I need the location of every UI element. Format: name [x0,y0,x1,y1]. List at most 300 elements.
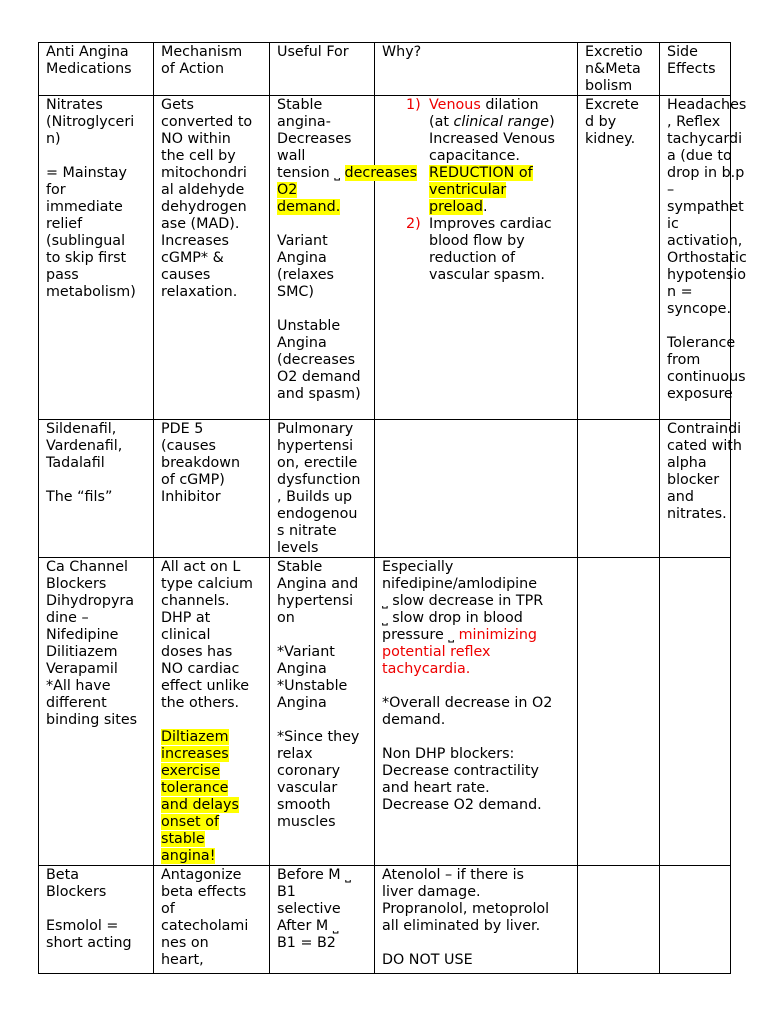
text-run: NO cardiac [161,661,240,677]
text-line [382,576,571,593]
text-line [161,61,263,78]
cell-content [585,867,653,973]
text-line [46,61,147,78]
text-line [277,97,368,114]
text-line [46,182,147,199]
text-run: After M ⎵ [277,918,339,934]
text-line [667,421,742,438]
text-line [161,199,263,216]
text-run: relief [46,216,83,232]
text-run: beta effects [161,884,247,900]
text-line [277,267,368,284]
text-line [382,593,571,610]
header-why [375,43,578,96]
text-run: (causes [161,438,216,454]
text-run: SMC) [277,284,314,300]
text-line [46,661,147,678]
text-run: the others. [161,695,240,711]
text-line [667,199,744,216]
text-line [667,165,745,182]
text-line [382,131,571,148]
text-line [161,952,263,969]
text-line [382,797,571,814]
text-run: different [46,695,107,711]
text-line [277,678,368,695]
text-line [382,97,571,114]
text-run: nes on [161,935,209,951]
cell-mechanism [154,866,270,974]
text-line [277,814,368,831]
text-line [277,114,368,131]
text-line [46,455,147,472]
header-side-effects [660,43,731,96]
text-run: Sildenafil, [46,421,117,437]
text-run: kidney. [585,131,636,147]
text-line [382,918,571,935]
list-number: 2) [406,216,421,232]
cell-useful-for [270,866,375,974]
text-run: of Action [161,61,225,77]
text-line [277,421,368,438]
text-run: effect unlike [161,678,250,694]
text-run: clinical [161,627,211,643]
text-line [277,712,368,729]
text-line [382,746,571,763]
highlighted-text: preload [429,199,483,215]
text-line [382,729,571,746]
text-run: NO within [161,131,231,147]
cell-content [161,421,263,506]
text-run: DHP at [161,610,211,626]
text-run: Angina and [277,576,359,592]
cell-why [375,866,578,974]
header-medication [39,43,154,96]
cell-content [277,97,418,403]
cell-content [585,97,653,148]
text-run: Medications [46,61,132,77]
text-line [46,233,147,250]
text-run: bolism [585,78,633,94]
text-run: *Since they [277,729,360,745]
text-line [46,867,147,884]
text-run: blocker [667,472,720,488]
text-line [277,489,368,506]
text-run: catecholami [161,918,249,934]
text-line [161,935,263,952]
cell-content [667,867,724,973]
text-run: n = [667,284,693,300]
text-line [161,763,263,780]
text-line [382,559,571,576]
text-line [161,610,263,627]
text-line [277,901,368,918]
text-run: Angina [277,250,327,266]
row-pde5-inhibitors [39,420,731,558]
text-run: continuous [667,369,746,385]
text-line [46,421,147,438]
text-run: ase (MAD). [161,216,240,232]
text-run: Tolerance [667,335,736,351]
text-run: on, erectile [277,455,358,471]
text-run: d by [585,114,617,130]
highlighted-text: ventricular [429,182,507,198]
text-line [46,438,147,455]
text-line [277,386,368,403]
text-line [161,472,263,489]
text-run: PDE 5 [161,421,204,437]
text-line [161,182,263,199]
text-run: , Reflex [667,114,721,130]
text-line [161,729,263,746]
cell-content [277,559,368,831]
text-run: dine – [46,610,89,626]
text-run: on [277,610,295,626]
text-run: Ca Channel [46,559,128,575]
text-line [382,114,571,131]
text-run: for [46,182,66,198]
text-line [277,746,368,763]
text-line [161,644,263,661]
cell-side-effects [660,420,742,558]
text-run: Nifedipine [46,627,119,643]
text-run: (at [429,114,454,130]
text-line [277,935,368,952]
text-line [382,44,571,61]
text-line [161,627,263,644]
text-line [161,712,263,729]
red-text: potential reflex [382,644,491,660]
text-run: Headaches [667,97,747,113]
text-line [382,678,571,695]
text-run: The “fils” [46,489,113,505]
text-run: (sublingual [46,233,126,249]
text-line [277,455,368,472]
text-line [277,472,368,489]
text-run: *Overall decrease in O2 [382,695,553,711]
text-line [161,661,263,678]
text-run: metabolism) [46,284,136,300]
text-run: all eliminated by liver. [382,918,541,934]
text-line [382,627,571,644]
text-line [277,216,368,233]
text-run: dysfunction [277,472,361,488]
text-run: syncope. [667,301,731,317]
text-run: drop in b.p [667,165,745,181]
text-line [382,884,571,901]
text-run: Vardenafil, [46,438,123,454]
text-line [667,267,746,284]
text-run: Decreases [277,131,352,147]
text-line [161,593,263,610]
text-line [382,165,571,182]
text-run: al aldehyde [161,182,245,198]
text-run: Pulmonary [277,421,354,437]
text-line [161,284,263,301]
cell-excretion [578,96,660,420]
text-run: vascular spasm. [429,267,545,283]
text-run: Gets [161,97,194,113]
text-line [161,250,263,267]
text-run: dehydrogen [161,199,247,215]
text-run: Blockers [46,576,107,592]
text-run: Variant [277,233,328,249]
text-run: blood flow by [429,233,525,249]
text-line [277,369,368,386]
text-run: activation, [667,233,743,249]
text-run: *All have [46,678,111,694]
red-text: minimizing [458,627,538,643]
text-run: Contraindi [667,421,742,437]
text-line [382,780,571,797]
text-line [161,848,263,865]
text-run: (decreases [277,352,356,368]
text-line [46,610,147,627]
text-line [277,250,368,267]
text-run: Blockers [46,884,107,900]
text-line [277,438,368,455]
text-run: Dihydropyra [46,593,135,609]
text-run: (relaxes [277,267,334,283]
text-line [382,661,571,678]
cell-mechanism [154,96,270,420]
text-run: converted to [161,114,253,130]
text-line [667,386,733,403]
text-run: O2 demand [277,369,361,385]
text-line [46,199,147,216]
text-line [46,935,147,952]
text-line [585,61,653,78]
text-line [382,610,571,627]
text-run: causes [161,267,211,283]
text-run: tachycardi [667,131,743,147]
text-line [277,884,368,901]
text-line [667,369,746,386]
text-line [46,44,147,61]
text-run: from [667,352,701,368]
header-mechanism [154,43,270,96]
text-run: Effects [667,61,716,77]
text-line [161,559,263,576]
text-line [46,576,147,593]
text-line [161,489,263,506]
red-text: Venous [429,97,481,113]
text-run: hypertensi [277,593,354,609]
text-line [277,182,368,199]
text-line [667,472,724,489]
text-run: Mechanism [161,44,243,60]
text-run: Stable [277,559,323,575]
cell-useful-for [270,420,375,558]
text-line [46,284,147,301]
text-run: Esmolol = [46,918,119,934]
text-line [585,44,653,61]
text-line [667,233,743,250]
cell-excretion [578,420,660,558]
cell-content [382,97,571,284]
text-run: vascular [277,780,338,796]
cell-medication [39,866,154,974]
text-run: heart, [161,952,204,968]
text-run: Increases [161,233,229,249]
cell-content [277,421,368,557]
text-line [46,884,147,901]
text-run: Unstable [277,318,341,334]
text-run: Angina [277,661,327,677]
text-run: breakdown [161,455,241,471]
text-line [667,114,724,131]
text-line [277,797,368,814]
text-line [667,301,731,318]
text-line [46,131,147,148]
text-line [161,267,263,284]
text-run: Excretio [585,44,643,60]
text-line [277,780,368,797]
text-line [667,506,727,523]
cell-side-effects [660,96,747,420]
text-run: ic [667,216,679,232]
cell-why [375,420,578,558]
text-line [46,165,147,182]
text-line [667,352,724,369]
text-line [161,867,263,884]
cell-side-effects [660,558,731,866]
text-run: dilation [480,97,539,113]
text-line [277,506,368,523]
text-line [277,284,368,301]
text-run: and spasm) [277,386,361,402]
row-beta-blockers [39,866,731,974]
text-run: type calcium [161,576,253,592]
highlighted-text: REDUCTION of [429,165,533,181]
text-line [161,233,263,250]
text-line [667,438,742,455]
row-nitrates [39,96,731,420]
text-line [277,335,368,352]
cell-mechanism [154,558,270,866]
text-run: Angina [277,695,327,711]
text-run: mitochondri [161,165,247,181]
text-line [161,678,263,695]
cell-content [161,867,263,973]
text-run: *Unstable [277,678,348,694]
text-line [161,576,263,593]
text-line [277,644,368,661]
text-line [46,644,147,661]
text-run: Atenolol – if there is [382,867,525,883]
text-line [46,148,147,165]
text-run: channels. [161,593,230,609]
highlighted-text: and delays [161,797,239,813]
text-line [382,267,571,284]
text-run: Excrete [585,97,639,113]
text-line [161,216,263,233]
text-line [382,148,571,165]
text-line [277,199,368,216]
cell-why [375,558,578,866]
text-run: liver damage. [382,884,481,900]
cell-excretion [578,866,660,974]
text-run: Dilitiazem [46,644,118,660]
text-line [161,884,263,901]
text-line [277,918,368,935]
cell-content [46,867,147,973]
text-run: of cGMP) [161,472,225,488]
text-run: alpha [667,455,707,471]
text-line [667,335,736,352]
text-run: cGMP* & [161,250,224,266]
text-run: doses has [161,644,233,660]
text-line [46,250,147,267]
text-run: capacitance. [429,148,520,164]
text-line [161,44,263,61]
list-number: 1) [406,97,421,113]
red-text: tachycardia. [382,661,471,677]
text-run: immediate [46,199,123,215]
text-run: = Mainstay [46,165,127,181]
text-line [382,695,571,712]
text-run: . [483,199,488,215]
text-line [46,901,147,918]
text-line [382,901,571,918]
text-run: Non DHP blockers: [382,746,515,762]
text-line [46,97,147,114]
text-run: sympathet [667,199,744,215]
italic-text: clinical range [453,114,550,130]
text-run: a (due to [667,148,732,164]
text-line [46,267,147,284]
text-line [277,610,368,627]
text-run: Useful For [277,44,349,60]
text-line [277,593,368,610]
text-line [382,233,571,250]
highlighted-text: O2 [277,182,298,198]
text-line [277,148,368,165]
text-run: relaxation. [161,284,238,300]
text-line [382,182,571,199]
text-run: Angina [277,335,327,351]
text-run: Why? [382,44,422,60]
cell-medication [39,420,154,558]
cell-content [382,867,571,973]
text-run: Side [667,44,698,60]
text-run: pass [46,267,79,283]
text-line [161,746,263,763]
text-line [382,216,571,233]
text-line [46,559,147,576]
text-run: and heart rate. [382,780,490,796]
text-line [161,438,263,455]
text-run: to skip first [46,250,127,266]
cell-useful-for [270,558,375,866]
text-run: Propranolol, metoprolol [382,901,550,917]
highlighted-text: decreases [344,165,418,181]
text-line [161,165,263,182]
text-run: Stable [277,97,323,113]
text-line [382,935,571,952]
text-run: demand. [382,712,446,728]
text-line [46,695,147,712]
text-run: Verapamil [46,661,118,677]
text-line [382,250,571,267]
text-line [382,867,571,884]
text-line [161,131,263,148]
text-line [667,284,724,301]
text-run: Antagonize [161,867,242,883]
text-line [161,114,263,131]
text-line [277,576,368,593]
text-line [46,678,147,695]
text-run: nitrates. [667,506,727,522]
